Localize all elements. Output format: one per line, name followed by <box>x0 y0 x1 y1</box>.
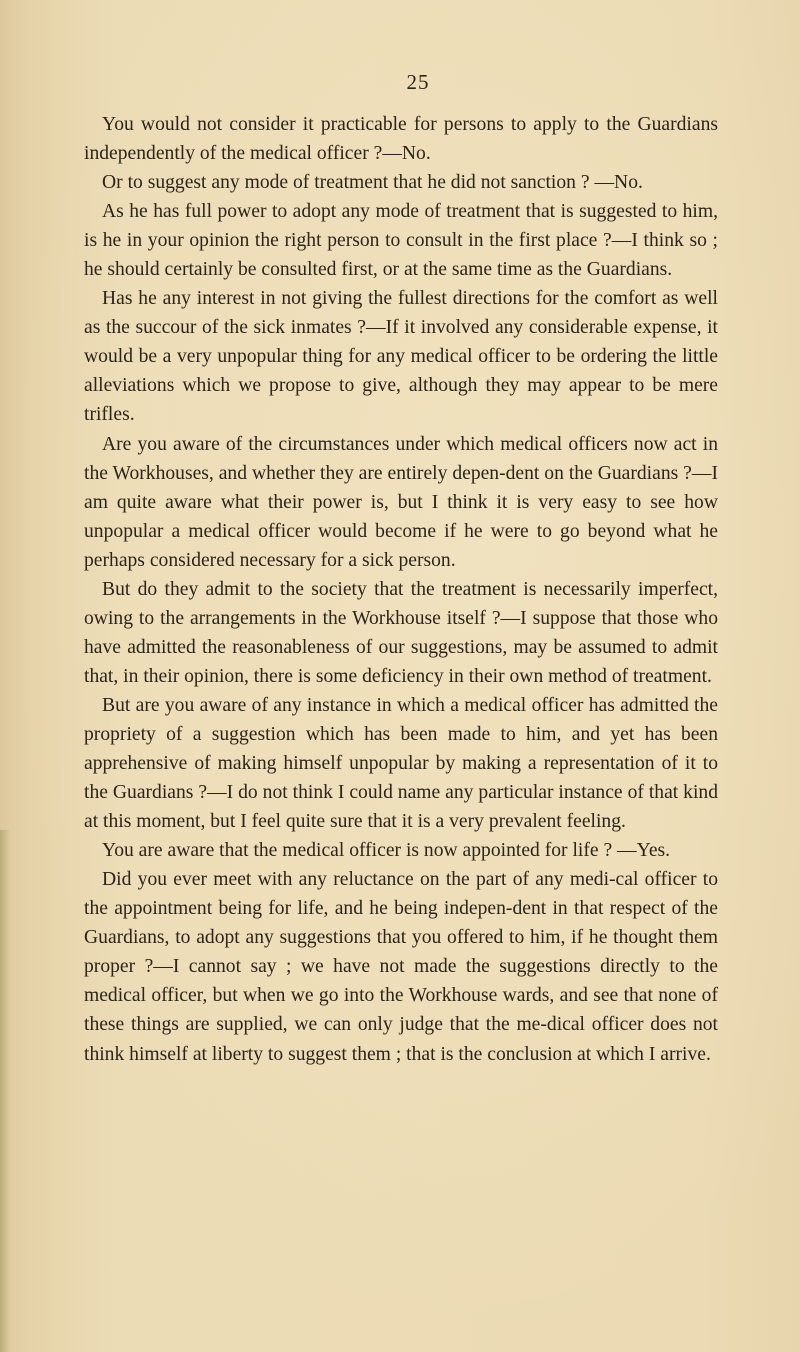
page-number: 25 <box>406 70 430 94</box>
paragraph: You are aware that the medical officer is now appointed for life ? —Yes. <box>102 840 671 862</box>
body-text <box>84 110 718 1069</box>
paragraph: You would not consider it practicable for persons to apply to the Guardians independently of the medical officer ?—No. <box>84 114 718 165</box>
paragraph: But are you aware of any instance in which a medical officer has admitted the propriety of a suggestion which has been made to him, and yet has been apprehensive of making himself unpopular by making a representation of it to the Guardians ?—I do not think I could name any particular instance of that kind at this moment, but I feel quite sure that it is a very prevalent feeling. <box>84 694 718 833</box>
paragraph: Did you ever meet with any reluctance on the part of any medi-cal officer to the appointment being for life, and he being indepen-dent in that respect of the Guardians, to adopt any suggestions that you offered to him, if he thought them proper ?—I cannot say ; we have not made the suggestions directly to the medical officer, but when we go into the Workhouse wards, and see that none of these things are supplied, we can only judge that the me-dical officer does not think himself at liberty to suggest them ; that is the conclusion at which I arrive. <box>84 869 718 1065</box>
page-edge-shadow <box>0 830 10 1352</box>
paragraph: But do they admit to the society that the treatment is necessarily imperfect, owing to the arrangements in the Workhouse itself ?—I suppose that those who have admitted the reasonableness of our suggestions, may be assumed to admit that, in their opinion, there is some deficiency in their own method of treatment. <box>84 578 718 687</box>
paragraph: As he has full power to adopt any mode of treatment that is suggested to him, is he in your opinion the right person to consult in the first place ?—I think so ; he should certainly be consulted first, or at the same time as the Guardians. <box>84 201 718 281</box>
paragraph: Are you aware of the circumstances under which medical officers now act in the Workhouses, and whether they are entirely depen-dent on the Guardians ?—I am quite aware what their power is, but I think it is very easy to see how unpopular a medical officer would become if he were to go beyond what he perhaps considered necessary for a sick person. <box>84 433 718 571</box>
paragraph: Or to suggest any mode of treatment that he did not sanction ? —No. <box>102 172 643 194</box>
paragraph: Has he any interest in not giving the fullest directions for the comfort as well as the succour of the sick inmates ?—If it involved any considerable expense, it would be a very unpopular thing for any medical officer to be ordering the little alleviations which we propose to give, although they may appear to be mere trifles. <box>84 288 718 426</box>
